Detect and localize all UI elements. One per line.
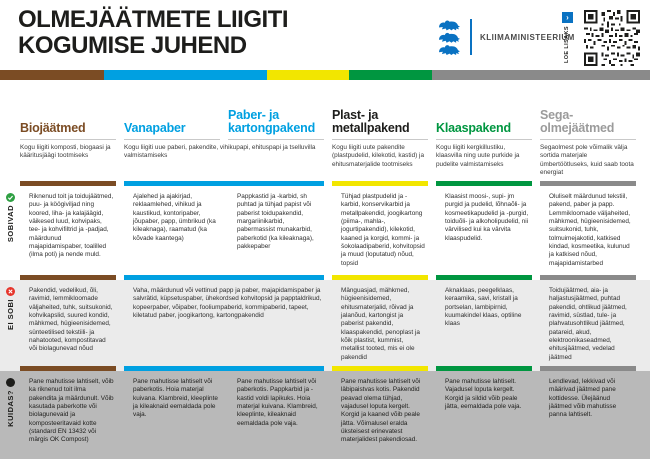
row-label-not-suitable: EI SOBI <box>3 287 18 330</box>
subtitle-sega: Segaolmest pole võimalik välja sortida materjale ümbertöötluseks, kuid saab toota energiat <box>540 144 634 177</box>
three-lions-icon <box>437 18 462 56</box>
check-circle-icon <box>6 193 15 202</box>
not-suitable-sega: Toidujäätmed, aia- ja haljastusjäätmed, puhtad pakendid, ohtlikud jäätmed, ravimid, süstlad, tule- ja plahvatusohtlikud jäätmed, patareid, akud, elektroonikaseadmed, ehitusjäätmed, vedelad jäätmed <box>549 287 627 361</box>
col-title-sega: Sega-olmejäätmed <box>540 80 636 140</box>
subtitle-paper-shared: Kogu liigiti uue paberi, pakendite, vihikupapi, ehituspapi ja tselluvilla valmistamiseks <box>124 144 316 160</box>
qr-caption: LOE LISAKS <box>564 26 570 64</box>
category-color-strip <box>0 70 650 80</box>
subtitle-bio: Kogu liigiti komposti, biogaasi ja kääritusjäägi tootmiseks <box>20 144 111 160</box>
strip-bio <box>0 70 104 80</box>
col-title-plast: Plast- ja metallpakend <box>332 80 428 140</box>
suitable-sega: Oluliselt määrdunud tekstiil, pakend, paber ja papp. Lemmikloomade väljaheited, mähkmed, hügieenisidemed, suitsukonid, tuhk, tolmuimejakotid, katkised kindad, kosmeetika, kulunud ja katkised nõud, majapidamistarbed <box>549 193 631 267</box>
row-suitable <box>0 186 650 275</box>
subtitle-plast: Kogu liigiti uute pakendite (plastpudelid, kilekotid, kastid) ja ehitusmaterjalide tootmiseks <box>332 144 424 168</box>
strip-paper <box>104 70 267 80</box>
row-how <box>0 371 650 459</box>
header <box>0 0 650 70</box>
not-suitable-plast: Mänguasjad, mähkmed, hügieenisidemed, ehitusmaterjalid, rõivad ja jalanõud, kartongist ja paberist pakendid, klaaspakendid, penoplast ja kõik plastist, kummist, metallist tooted, mis ei ole pakendid <box>341 287 420 361</box>
suitable-bio: Riknenud toit ja toidujäätmed, puu- ja köögiviljad ning koored, liha- ja kalajäägid, väikesed luud, kohvipaks, tee- ja kohvifiltrid ja -padjad, määrdunud majapidamispaber, toalilled (ilma poti) ja nende muld. <box>29 193 114 259</box>
page-title-line2: KOGUMISE JUHEND <box>18 32 247 60</box>
suitable-vanapaber: Ajalehed ja ajakirjad, reklaamlehed, vihikud ja kaustikud, kontoripaber, jõupaber, papp, ümbrikud (ka kileaknaga), raamatud (ka kõvade kaantega) <box>133 193 216 242</box>
row-not-suitable <box>0 280 650 366</box>
suitable-kartong: Pappkastid ja -karbid, sh puhtad ja tühjad papist või paberist toidupakendid, margariinikarbid, pabermassist munakarbid, paberkotid (ka kileaknaga), pakkepaber <box>237 193 314 250</box>
page-title-line1: OLMEJÄÄTMETE LIIGITI <box>18 6 288 33</box>
how-plast: Pane mahutisse lahtiselt või läbipaistvas kotis. Pakendid peavad olema tühjad, vajadusel loputa kergelt. Korgid ja kaaned võib peale jätta. Võimalusel eralda üksteisest erinevatest materjalidest pakendiosad. <box>341 378 421 444</box>
column-titles-row <box>0 80 650 140</box>
how-sega: Lendlevad, lekkivad või määrivad jäätmed pane kottidesse. Ülejäänud jäätmed võib mahutisse panna lahtiselt. <box>549 378 617 419</box>
how-kartong: Pane mahutisse lahtiselt või paberkotis. Pappkarbid ja -kastid voldi lapikuks. Hoia materjal kuivana. Klambreid, kleeplinte, kileaknaid eemaldada pole vaja. <box>237 378 318 427</box>
qr-block <box>562 10 642 68</box>
col-title-kartong: Paber- ja kartongpakend <box>228 80 324 140</box>
col-title-klaas: Klaaspakend <box>436 80 532 140</box>
not-suitable-bio: Pakendid, vedelikud, õli, ravimid, lemmikloomade väljaheited, tuhk, suitsukonid, kohvikapslid, suured kondid, mähkmed, hügieenisidemed, sünteetilised tekstiili- ja nahatooted, kompostitavad või biolagunevad nõud <box>29 287 113 353</box>
column-subtitles-row <box>0 140 650 181</box>
logo-divider <box>470 19 472 55</box>
strip-plast <box>267 70 349 80</box>
not-suitable-klaas: Aknaklaas, peegelklaas, keraamika, savi, kristall ja portselan, lambipirnid, kuumakindel klaas, optiline klaas <box>445 287 522 328</box>
row-label-suitable: SOBIVAD <box>3 193 18 242</box>
page-title <box>18 7 288 60</box>
subtitle-klaas: Kogu liigiti kergkillustiku, klaasvilla ning uute purkide ja pudelite valmistamiseks <box>436 144 520 168</box>
suitable-klaas: Klaasist moosi-, supi- jm purgid ja pudelid, lõhnaõli- ja kosmeetikapudelid ja -purgid, toiduõli- ja alkoholipudelid, nii värvilised kui ka värvita klaaspudelid. <box>445 193 529 242</box>
how-klaas: Pane mahutisse lahtiselt. Vajadusel loputa kergelt. Korgid ja sildid võib peale jätta, eemaldada pole vaja. <box>445 378 522 410</box>
ministry-name: KLIIMAMINISTEERIUM <box>480 32 575 42</box>
strip-glass <box>349 70 432 80</box>
ministry-logo <box>437 18 575 56</box>
arrow-icon: › <box>562 12 573 23</box>
qr-code <box>584 10 640 66</box>
col-title-vanapaber: Vanapaber <box>124 80 220 140</box>
how-bio: Pane mahutisse lahtiselt, võib ka riknenud toit ilma pakendita ja määrdunult. Võib kasutada paberkotte või biolagunevaid ja komposteeritavaid kotte (standard EN 13432 või märgis OK Compost) <box>29 378 114 444</box>
cross-circle-icon <box>6 287 15 296</box>
suitable-plast: Tühjad plastpudelid ja -karbid, konservikarbid ja metallpakendid, joogikartong (piima-, mahla-, jogurtipakendid), kilekotid, kaaned ja korgid, kommi- ja šokolaadipaberid, kohvitopsid ja muud (loputatud) nõud, topsid <box>341 193 425 267</box>
row-label-how: KUIDAS? <box>3 378 18 427</box>
strip-mixed <box>432 70 650 80</box>
how-vanapaber: Pane mahutisse lahtiselt või paberkotis. Hoia materjal kuivana. Klambreid, kleeplinte ja kileaknaid eemaldada pole vaja. <box>133 378 218 419</box>
not-suitable-paper-shared: Vaha, määrdunud või vettinud papp ja paber, majapidamispaber ja salvrätid, küpsetuspaber, ühekordsed kohvitopsid ja papptaldrikud, kopeerpaber, võipaber, fooliumpaberid, kommipaberid, tapeet, kiletatud paber, joogikartong, kartongpakendid <box>133 287 322 319</box>
black-dot-icon <box>6 378 15 387</box>
col-title-bio: Biojäätmed <box>20 80 116 140</box>
